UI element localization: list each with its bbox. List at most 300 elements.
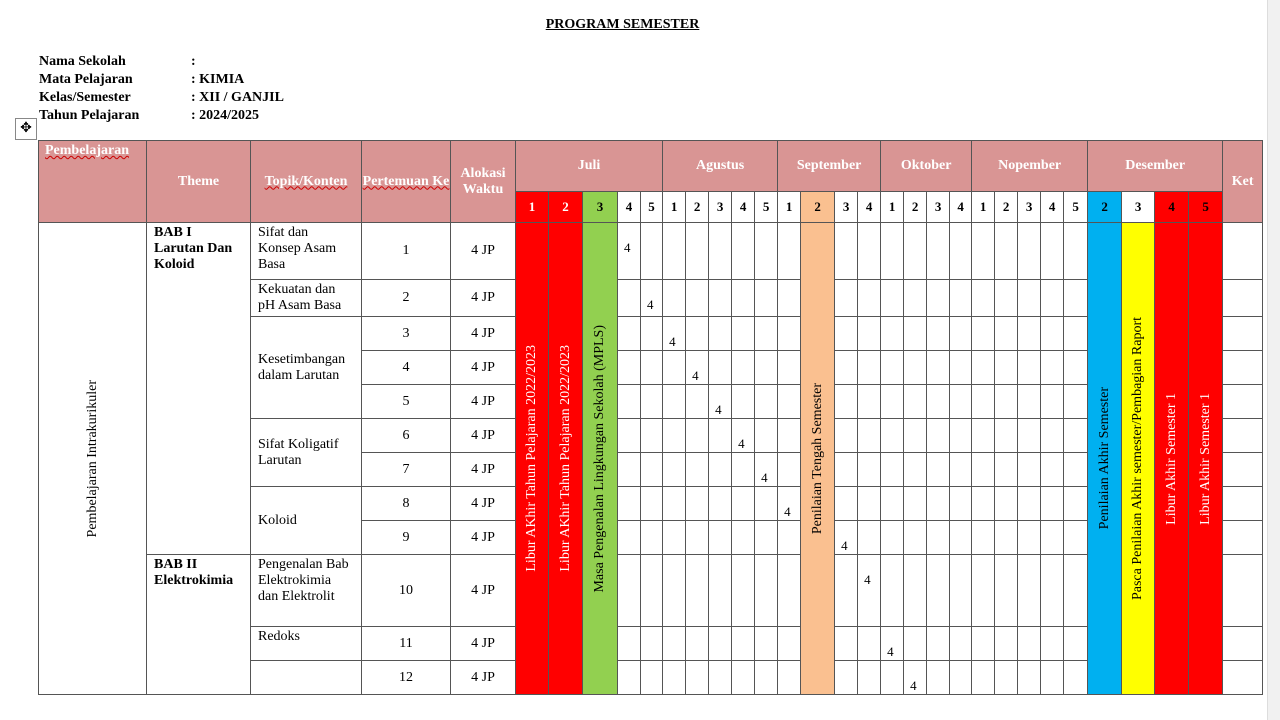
week-cell <box>972 487 995 521</box>
week-cell <box>904 351 927 385</box>
week-cell <box>1064 521 1088 555</box>
week-cell <box>732 487 755 521</box>
meeting-number: 3 <box>362 317 451 351</box>
week-cell <box>904 487 927 521</box>
week-cell <box>641 487 663 521</box>
week-cell <box>663 453 686 487</box>
week-cell <box>950 487 972 521</box>
week-cell <box>686 661 709 695</box>
week-cell <box>927 385 950 419</box>
week-cell <box>835 351 858 385</box>
week-cell <box>835 661 858 695</box>
event-label: Libur AKhir Tahun Pelajaran 2022/2023 <box>524 345 539 572</box>
week-cell <box>641 419 663 453</box>
week-cell <box>835 487 858 521</box>
month-header-juli: Juli <box>516 141 663 192</box>
week-cell <box>686 453 709 487</box>
week-cell <box>1041 280 1064 317</box>
week-cell <box>950 351 972 385</box>
week-cell <box>1018 661 1041 695</box>
week-cell <box>1018 627 1041 661</box>
info-label: Mata Pelajaran <box>39 72 133 87</box>
week-cell <box>995 317 1018 351</box>
month-header-desember: Desember <box>1088 141 1223 192</box>
week-cell <box>709 487 732 521</box>
week-cell <box>927 627 950 661</box>
topic-cell: Redoks <box>251 627 362 661</box>
week-header: 3 <box>1018 192 1041 223</box>
info-row <box>39 71 284 89</box>
week-cell <box>663 661 686 695</box>
week-cell <box>686 419 709 453</box>
week-header: 2 <box>1088 192 1122 223</box>
meeting-number: 7 <box>362 453 451 487</box>
week-cell <box>709 223 732 280</box>
week-jp-value: 4 <box>709 385 732 419</box>
event-column <box>1088 223 1122 695</box>
week-cell <box>1064 555 1088 627</box>
info-value: : 2024/2025 <box>191 108 260 123</box>
header-pertemuan: Pertemuan Ke <box>362 141 451 223</box>
week-jp-value: 4 <box>618 223 641 280</box>
week-header: 1 <box>881 192 904 223</box>
week-cell <box>618 521 641 555</box>
topic-cell: Pengenalan Bab Elektrokimia dan Elektrolit <box>251 555 362 627</box>
week-cell <box>1041 453 1064 487</box>
week-cell <box>972 555 995 627</box>
info-label: Kelas/Semester <box>39 90 131 105</box>
week-cell <box>618 453 641 487</box>
ket-cell <box>1223 661 1263 695</box>
time-allocation: 4 JP <box>451 521 516 555</box>
week-header: 5 <box>1189 192 1223 223</box>
event-label: Pasca Penilaian Akhir semester/Pembagian Raport <box>1130 316 1146 601</box>
week-cell <box>950 419 972 453</box>
week-cell <box>950 223 972 280</box>
topic-cell <box>251 661 362 695</box>
week-cell <box>927 351 950 385</box>
ket-cell <box>1223 385 1263 419</box>
week-cell <box>709 453 732 487</box>
week-cell <box>950 385 972 419</box>
ket-cell <box>1223 317 1263 351</box>
week-cell <box>709 317 732 351</box>
header-ket: Ket <box>1223 141 1263 223</box>
topic-cell: Koloid <box>251 487 362 555</box>
week-cell <box>904 280 927 317</box>
week-cell <box>1018 419 1041 453</box>
week-header: 4 <box>1155 192 1189 223</box>
week-cell <box>686 385 709 419</box>
week-cell <box>995 223 1018 280</box>
week-cell <box>1041 521 1064 555</box>
week-cell <box>618 419 641 453</box>
ket-cell <box>1223 453 1263 487</box>
week-cell <box>950 453 972 487</box>
week-cell <box>755 280 778 317</box>
week-cell <box>732 351 755 385</box>
week-cell <box>618 280 641 317</box>
week-cell <box>881 661 904 695</box>
meeting-number: 11 <box>362 627 451 661</box>
week-jp-value: 4 <box>835 521 858 555</box>
week-cell <box>927 223 950 280</box>
week-header: 4 <box>950 192 972 223</box>
week-cell <box>686 487 709 521</box>
week-cell <box>972 223 995 280</box>
page-title: PROGRAM SEMESTER <box>545 17 700 32</box>
week-cell <box>732 453 755 487</box>
week-cell <box>881 385 904 419</box>
week-cell <box>950 521 972 555</box>
ket-cell <box>1223 419 1263 453</box>
time-allocation: 4 JP <box>451 317 516 351</box>
week-cell <box>641 521 663 555</box>
week-cell <box>995 385 1018 419</box>
week-cell <box>1064 419 1088 453</box>
week-cell <box>972 351 995 385</box>
week-cell <box>904 385 927 419</box>
week-cell <box>618 317 641 351</box>
week-cell <box>1018 280 1041 317</box>
week-cell <box>858 385 881 419</box>
week-cell <box>904 419 927 453</box>
week-cell <box>995 419 1018 453</box>
week-cell <box>927 280 950 317</box>
week-cell <box>835 317 858 351</box>
week-cell <box>778 317 801 351</box>
document-info <box>39 53 284 125</box>
week-cell <box>995 661 1018 695</box>
week-header: 3 <box>927 192 950 223</box>
week-cell <box>663 521 686 555</box>
week-cell <box>858 317 881 351</box>
meeting-number: 10 <box>362 555 451 627</box>
time-allocation: 4 JP <box>451 223 516 280</box>
week-cell <box>1041 555 1064 627</box>
time-allocation: 4 JP <box>451 453 516 487</box>
event-label: Penilaian Akhir Semester <box>1096 387 1112 530</box>
week-jp-value: 4 <box>858 555 881 627</box>
week-cell <box>778 453 801 487</box>
meeting-number: 5 <box>362 385 451 419</box>
week-cell <box>686 627 709 661</box>
week-cell <box>641 385 663 419</box>
week-cell <box>972 280 995 317</box>
pembelajaran-cell <box>39 223 147 695</box>
week-cell <box>904 453 927 487</box>
week-cell <box>778 385 801 419</box>
week-cell <box>686 555 709 627</box>
topic-cell: Sifat Koligatif Larutan <box>251 419 362 487</box>
event-label: Libur AKhir Tahun Pelajaran 2022/2023 <box>557 345 573 572</box>
week-cell <box>858 627 881 661</box>
week-cell <box>1018 223 1041 280</box>
week-cell <box>778 627 801 661</box>
week-cell <box>778 280 801 317</box>
week-cell <box>835 453 858 487</box>
event-label: Libur Akhir Semester 1 <box>1197 392 1213 525</box>
ket-cell <box>1223 351 1263 385</box>
info-label: Tahun Pelajaran <box>39 108 140 123</box>
week-cell <box>950 280 972 317</box>
week-header: 3 <box>709 192 732 223</box>
event-column <box>1189 223 1223 695</box>
theme-cell: BAB II Elektrokimia <box>147 555 251 695</box>
week-cell <box>835 280 858 317</box>
event-column <box>801 223 835 695</box>
week-header: 1 <box>663 192 686 223</box>
week-cell <box>755 661 778 695</box>
event-column <box>516 223 549 695</box>
week-cell <box>663 419 686 453</box>
header-alokasi: Alokasi Waktu <box>451 141 516 223</box>
week-header: 2 <box>549 192 583 223</box>
week-cell <box>1064 317 1088 351</box>
week-header: 3 <box>835 192 858 223</box>
week-cell <box>755 419 778 453</box>
week-cell <box>1064 223 1088 280</box>
week-cell <box>732 555 755 627</box>
week-cell <box>950 661 972 695</box>
week-cell <box>927 661 950 695</box>
week-jp-value: 4 <box>755 453 778 487</box>
week-cell <box>858 487 881 521</box>
week-cell <box>778 419 801 453</box>
meeting-number: 8 <box>362 487 451 521</box>
week-cell <box>835 627 858 661</box>
week-cell <box>618 555 641 627</box>
table-row <box>39 223 1263 280</box>
ket-cell <box>1223 487 1263 521</box>
week-cell <box>778 521 801 555</box>
table-row <box>39 555 1263 627</box>
week-cell <box>709 521 732 555</box>
week-cell <box>709 661 732 695</box>
week-jp-value: 4 <box>881 627 904 661</box>
week-jp-value: 4 <box>686 351 709 385</box>
week-cell <box>709 555 732 627</box>
week-jp-value: 4 <box>732 419 755 453</box>
time-allocation: 4 JP <box>451 280 516 317</box>
week-cell <box>1041 385 1064 419</box>
week-cell <box>972 317 995 351</box>
week-cell <box>1041 487 1064 521</box>
header-topik: Topik/Konten <box>251 141 362 223</box>
event-column <box>549 223 583 695</box>
week-cell <box>732 521 755 555</box>
week-jp-value: 4 <box>904 661 927 695</box>
time-allocation: 4 JP <box>451 661 516 695</box>
month-header-september: September <box>778 141 881 192</box>
week-cell <box>1064 627 1088 661</box>
ket-cell <box>1223 555 1263 627</box>
time-allocation: 4 JP <box>451 419 516 453</box>
week-cell <box>1041 223 1064 280</box>
meeting-number: 1 <box>362 223 451 280</box>
week-cell <box>663 487 686 521</box>
week-header: 3 <box>1122 192 1155 223</box>
week-cell <box>686 521 709 555</box>
info-row <box>39 53 284 71</box>
meeting-number: 6 <box>362 419 451 453</box>
week-cell <box>641 627 663 661</box>
week-cell <box>618 351 641 385</box>
week-cell <box>858 419 881 453</box>
week-cell <box>618 487 641 521</box>
meeting-number: 4 <box>362 351 451 385</box>
week-cell <box>881 280 904 317</box>
week-jp-value: 4 <box>641 280 663 317</box>
week-header: 4 <box>618 192 641 223</box>
week-cell <box>1064 280 1088 317</box>
week-cell <box>835 419 858 453</box>
week-cell <box>1018 555 1041 627</box>
info-row <box>39 89 284 107</box>
week-cell <box>995 351 1018 385</box>
week-cell <box>927 453 950 487</box>
week-header: 1 <box>516 192 549 223</box>
week-cell <box>904 627 927 661</box>
time-allocation: 4 JP <box>451 487 516 521</box>
week-cell <box>732 627 755 661</box>
week-cell <box>904 555 927 627</box>
info-value: : KIMIA <box>191 72 245 87</box>
ket-cell <box>1223 627 1263 661</box>
ket-cell <box>1223 521 1263 555</box>
meeting-number: 9 <box>362 521 451 555</box>
week-cell <box>904 223 927 280</box>
week-cell <box>663 223 686 280</box>
week-cell <box>972 521 995 555</box>
week-cell <box>1064 661 1088 695</box>
week-cell <box>950 627 972 661</box>
week-header: 4 <box>1041 192 1064 223</box>
week-cell <box>881 487 904 521</box>
week-cell <box>1064 453 1088 487</box>
header-pembelajaran: Pembelajaran <box>39 141 147 223</box>
topic-cell: Sifat dan Konsep Asam Basa <box>251 223 362 280</box>
week-cell <box>778 661 801 695</box>
week-cell <box>1041 351 1064 385</box>
week-header: 5 <box>755 192 778 223</box>
time-allocation: 4 JP <box>451 351 516 385</box>
week-cell <box>904 317 927 351</box>
week-header: 5 <box>1064 192 1088 223</box>
week-cell <box>686 317 709 351</box>
week-cell <box>950 555 972 627</box>
week-cell <box>995 280 1018 317</box>
week-cell <box>881 555 904 627</box>
ket-cell <box>1223 223 1263 280</box>
week-cell <box>858 351 881 385</box>
week-cell <box>732 223 755 280</box>
week-cell <box>1041 627 1064 661</box>
info-label: Nama Sekolah <box>39 54 126 69</box>
week-cell <box>663 555 686 627</box>
week-cell <box>641 317 663 351</box>
week-cell <box>881 521 904 555</box>
ket-cell <box>1223 280 1263 317</box>
week-cell <box>755 555 778 627</box>
month-header-nopember: Nopember <box>972 141 1088 192</box>
week-cell <box>972 661 995 695</box>
week-cell <box>641 351 663 385</box>
week-jp-value: 4 <box>663 317 686 351</box>
topic-cell: Kesetimbangan dalam Larutan <box>251 317 362 419</box>
week-cell <box>1064 351 1088 385</box>
header-theme: Theme <box>147 141 251 223</box>
week-cell <box>881 351 904 385</box>
week-cell <box>709 627 732 661</box>
week-cell <box>709 351 732 385</box>
week-header: 2 <box>995 192 1018 223</box>
meeting-number: 2 <box>362 280 451 317</box>
week-cell <box>686 280 709 317</box>
week-cell <box>663 280 686 317</box>
week-header: 1 <box>778 192 801 223</box>
week-cell <box>1018 385 1041 419</box>
table-move-handle-icon[interactable]: ✥ <box>15 118 37 140</box>
week-header: 3 <box>583 192 618 223</box>
week-cell <box>927 419 950 453</box>
event-label: Penilaian Tengah Semester <box>809 382 825 535</box>
week-cell <box>755 521 778 555</box>
week-cell <box>972 627 995 661</box>
week-cell <box>1018 521 1041 555</box>
month-header-agustus: Agustus <box>663 141 778 192</box>
week-cell <box>755 223 778 280</box>
week-header: 1 <box>972 192 995 223</box>
week-cell <box>1064 385 1088 419</box>
week-header: 4 <box>858 192 881 223</box>
week-cell <box>686 223 709 280</box>
week-cell <box>927 487 950 521</box>
week-cell <box>1018 453 1041 487</box>
week-cell <box>858 453 881 487</box>
scrollbar[interactable] <box>1267 0 1280 720</box>
week-cell <box>995 453 1018 487</box>
event-column <box>1155 223 1189 695</box>
week-cell <box>778 223 801 280</box>
week-cell <box>927 317 950 351</box>
week-cell <box>972 419 995 453</box>
week-cell <box>835 385 858 419</box>
week-cell <box>1064 487 1088 521</box>
week-cell <box>732 317 755 351</box>
pembelajaran-label: Pembelajaran Intrakurikuler <box>84 379 100 538</box>
week-cell <box>755 487 778 521</box>
week-cell <box>755 385 778 419</box>
week-header: 2 <box>904 192 927 223</box>
week-cell <box>858 223 881 280</box>
week-cell <box>641 453 663 487</box>
week-cell <box>835 223 858 280</box>
semester-program-table <box>38 140 1263 695</box>
week-header: 5 <box>641 192 663 223</box>
week-cell <box>1018 487 1041 521</box>
week-cell <box>732 661 755 695</box>
week-cell <box>1018 317 1041 351</box>
week-cell <box>709 419 732 453</box>
week-cell <box>618 385 641 419</box>
week-header: 2 <box>801 192 835 223</box>
event-column <box>1122 223 1155 695</box>
event-label: Libur Akhir Semester 1 <box>1163 392 1179 525</box>
week-cell <box>1041 661 1064 695</box>
topic-cell: Kekuatan dan pH Asam Basa <box>251 280 362 317</box>
week-cell <box>618 627 641 661</box>
